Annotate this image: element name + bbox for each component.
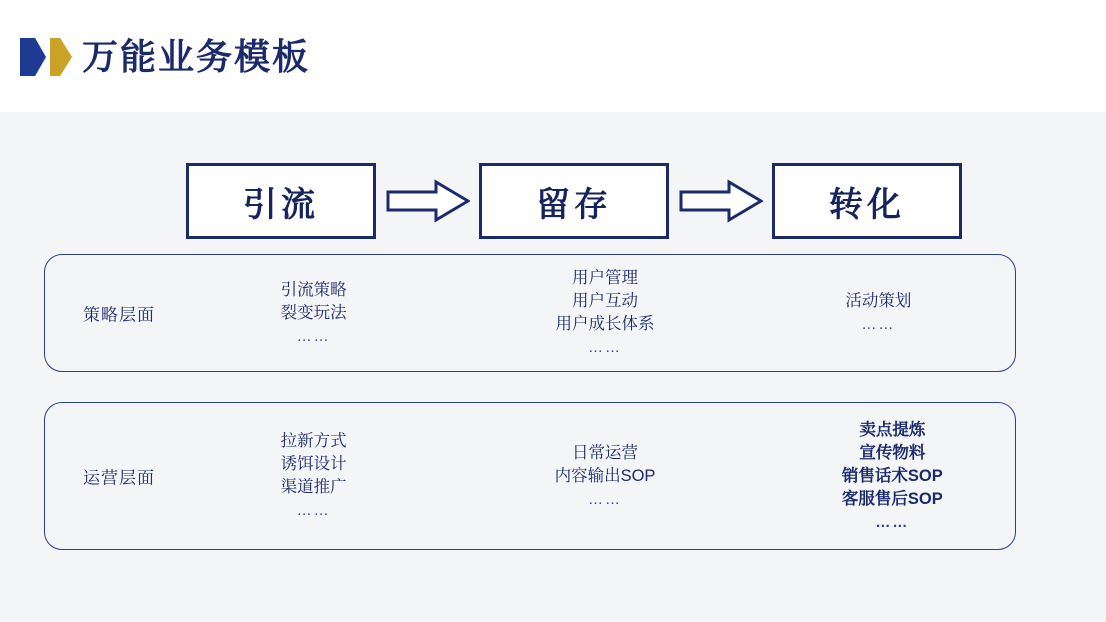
item-text: 渠道推广 (280, 478, 347, 496)
item-text: 拉新方式 (280, 432, 347, 450)
flow-stage-box-3[interactable] (772, 163, 962, 239)
layer-operations-col-1 (177, 403, 450, 549)
item-text: 客服售后SOP (841, 489, 943, 508)
layer-strategy-columns (195, 255, 1015, 371)
item-text: 日常运营 (571, 443, 638, 462)
item-ellipsis: …… (875, 513, 910, 531)
layer-strategy-col-1 (177, 255, 450, 371)
flow-stage-label-2: 留存 (536, 185, 612, 224)
item-text: 活动策划 (845, 292, 912, 310)
flow-row (186, 162, 962, 240)
item-ellipsis: …… (587, 490, 622, 508)
layer-operations-col-2 (468, 403, 741, 549)
item-text: 卖点提炼 (859, 420, 926, 439)
item-ellipsis: …… (296, 502, 331, 519)
layer-strategy-col-3 (742, 255, 1015, 371)
item-ellipsis: …… (296, 327, 331, 345)
item-ellipsis: …… (861, 316, 896, 333)
diagram-stage (0, 112, 1106, 622)
layer-operations-col-3 (756, 403, 1029, 549)
layer-panel-strategy (44, 254, 1016, 372)
layer-operations-columns (195, 403, 1015, 549)
arrow-right-icon-2 (669, 178, 772, 224)
layer-label-strategy: 策略层面 (83, 305, 155, 325)
layer-strategy-col-2 (468, 255, 741, 371)
item-ellipsis: …… (587, 339, 622, 356)
item-text: 宣传物料 (859, 443, 926, 462)
chevron-gold-icon (50, 38, 72, 76)
page-title: 万能业务模板 (82, 36, 311, 77)
flow-stage-box-1[interactable] (186, 163, 376, 239)
layer-panel-operations (44, 402, 1016, 550)
layer-label-operations: 运营层面 (83, 468, 155, 488)
item-text: 销售话术SOP (841, 466, 943, 485)
item-text: 用户管理 (571, 269, 638, 287)
item-text: 内容输出SOP (554, 466, 656, 485)
item-text: 引流策略 (280, 280, 347, 299)
item-text: 用户成长体系 (555, 315, 655, 333)
flow-stage-box-2[interactable] (479, 163, 669, 239)
chevron-blue-icon (20, 38, 46, 76)
flow-stage-label-1: 引流 (243, 185, 319, 224)
item-text: 用户互动 (571, 292, 638, 310)
item-text: 裂变玩法 (280, 303, 347, 322)
item-text: 诱饵设计 (280, 455, 347, 473)
page-header (0, 0, 1106, 112)
flow-stage-label-3: 转化 (829, 185, 905, 224)
arrow-right-icon-1 (376, 178, 479, 224)
header-logo-marks (20, 38, 72, 76)
